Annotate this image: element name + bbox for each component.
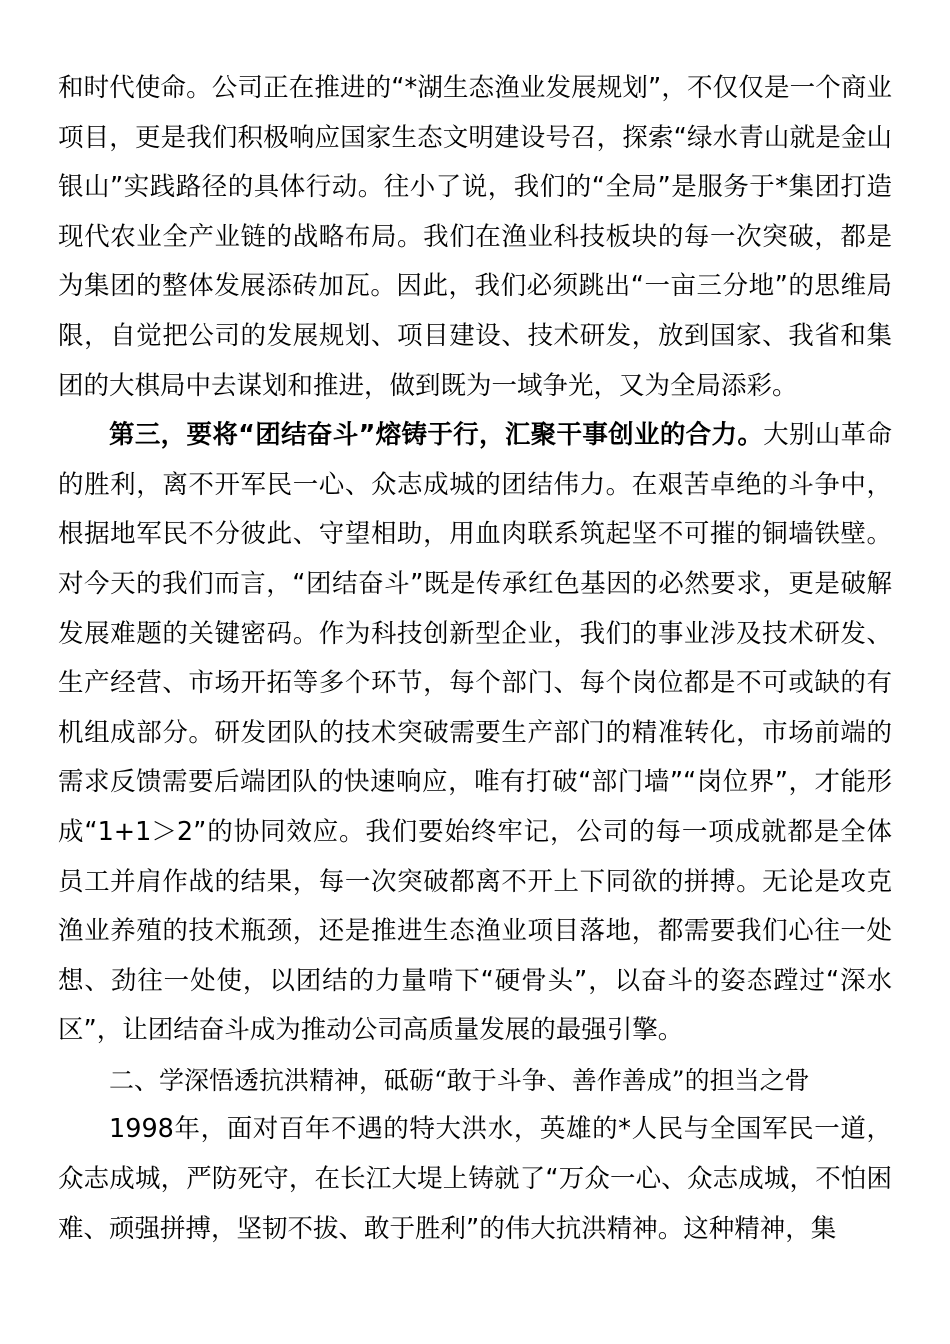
- paragraph-lead-bold: 第三，要将“团结奋斗”熔铸于行，汇聚干事创业的合力。: [109, 420, 764, 451]
- document-page: [58, 64, 892, 1254]
- body-paragraph-flood: 1998年，面对百年不遇的特大洪水，英雄的*人民与全国军民一道，众志成城，严防死守，在长江大堤上铸就了“万众一心、众志成城，不怕困难、顽强拼搏，坚韧不拔、敢于胜利”的伟大抗洪精神。这种精神，集: [58, 1114, 892, 1244]
- section-paragraph-unity: [58, 411, 892, 1056]
- body-paragraph: 和时代使命。公司正在推进的“*湖生态渔业发展规划”，不仅仅是一个商业项目，更是我们积极响应国家生态文明建设号召，探索“绿水青山就是金山银山”实践路径的具体行动。往小了说，我们的“全局”是服务于*集团打造现代农业全产业链的战略布局。我们在渔业科技板块的每一次突破，都是为集团的整体发展添砖加瓦。因此，我们必须跳出“一亩三分地”的思维局限，自觉把公司的发展规划、项目建设、技术研发，放到国家、我省和集团的大棋局中去谋划和推进，做到既为一域争光，又为全局添彩。: [58, 73, 892, 401]
- paragraph-body: 大别山革命的胜利，离不开军民一心、众志成城的团结伟力。在艰苦卓绝的斗争中，根据地军民不分彼此、守望相助，用血肉联系筑起坚不可摧的铜墙铁壁。对今天的我们而言，“团结奋斗”既是传承红色基因的必然要求，更是破解发展难题的关键密码。作为科技创新型企业，我们的事业涉及技术研发、生产经营、市场开拓等多个环节，每个部门、每个岗位都是不可或缺的有机组成部分。研发团队的技术突破需要生产部门的精准转化，市场前端的需求反馈需要后端团队的快速响应，唯有打破“部门墙”“岗位界”，才能形成“1+1＞2”的协同效应。我们要始终牢记，公司的每一项成就都是全体员工并肩作战的结果，每一次突破都离不开上下同欲的拼搏。无论是攻克渔业养殖的技术瓶颈，还是推进生态渔业项目落地，都需要我们心往一处想、劲往一处使，以团结的力量啃下“硬骨头”，以奋斗的姿态蹚过“深水区”，让团结奋斗成为推动公司高质量发展的最强引擎。: [58, 420, 892, 1046]
- section-heading: 二、学深悟透抗洪精神，砥砺“敢于斗争、善作善成”的担当之骨: [109, 1065, 810, 1095]
